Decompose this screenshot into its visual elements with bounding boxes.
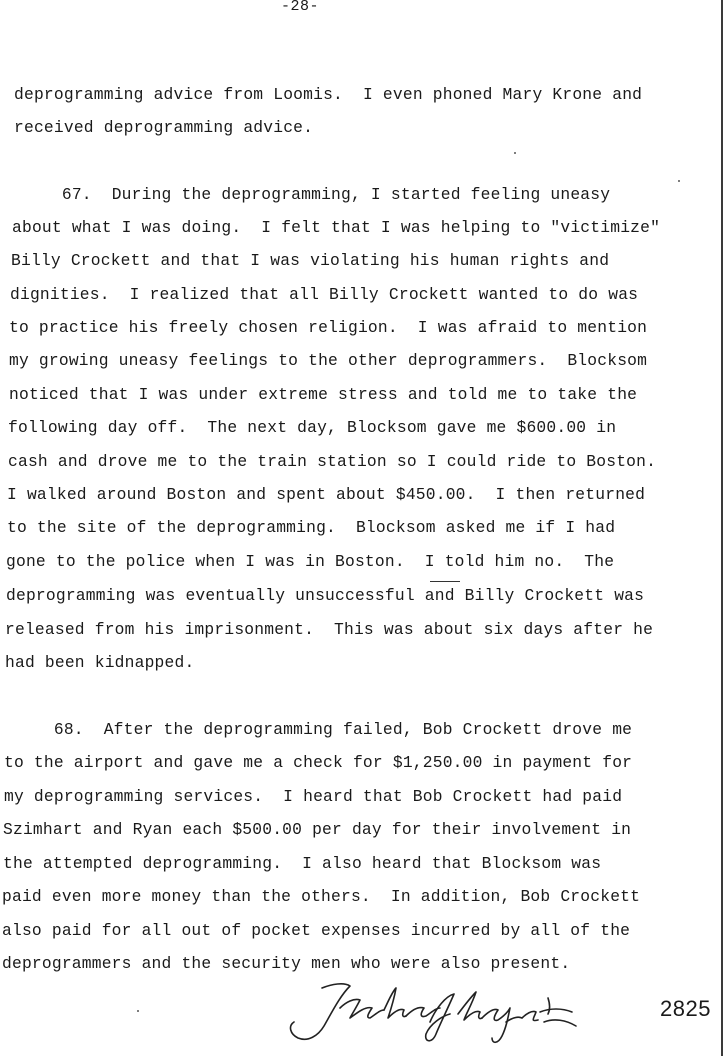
paragraph-67-line: Billy Crockett and that I was violating his human rights and: [11, 251, 610, 270]
paragraph-67-line: 67. During the deprogramming, I started feeling uneasy: [12, 185, 611, 204]
scan-speck: [514, 152, 516, 154]
bates-number: 2825: [660, 996, 711, 1021]
scan-speck: [137, 1010, 139, 1012]
paragraph-67-line: had been kidnapped.: [5, 653, 195, 672]
paragraph-67-line: my growing uneasy feelings to the other deprogrammers. Blocksom: [9, 351, 648, 370]
paragraph-68-line: deprogrammers and the security men who were also present.: [2, 954, 571, 973]
paragraph-68-line: also paid for all out of pocket expenses incurred by all of the: [2, 921, 631, 940]
text-line: received deprogramming advice.: [14, 118, 314, 137]
paragraph-67-line: following day off. The next day, Blocksom gave me $600.00 in: [8, 418, 617, 437]
paragraph-67-line: dignities. I realized that all Billy Crockett wanted to do was: [10, 285, 639, 304]
paragraph-67-line: to practice his freely chosen religion. I was afraid to mention: [9, 318, 648, 337]
text-line: deprogramming advice from Loomis. I even phoned Mary Krone and: [14, 85, 643, 104]
paragraph-67-line: noticed that I was under extreme stress and told me to take the: [9, 385, 638, 404]
paragraph-67-line: cash and drove me to the train station so I could ride to Boston.: [8, 452, 657, 471]
scan-mark: [430, 581, 460, 582]
paragraph-67-line: I walked around Boston and spent about $450.00. I then returned: [7, 485, 646, 504]
paragraph-67-line: to the site of the deprogramming. Blocksom asked me if I had: [7, 518, 616, 537]
paragraph-67-line: about what I was doing. I felt that I was helping to "victimize": [12, 218, 661, 237]
paragraph-67-line: released from his imprisonment. This was about six days after he: [5, 620, 654, 639]
paragraph-68-line: the attempted deprogramming. I also heard that Blocksom was: [3, 854, 602, 873]
paragraph-67-line: gone to the police when I was in Boston. I told him no. The: [6, 552, 615, 571]
paragraph-67-line: deprogramming was eventually unsuccessful and Billy Crockett was: [6, 586, 645, 605]
scan-speck: [678, 180, 680, 182]
paragraph-68-line: 68. After the deprogramming failed, Bob Crockett drove me: [4, 720, 633, 739]
paragraph-68-line: Szimhart and Ryan each $500.00 per day for their involvement in: [3, 820, 632, 839]
paragraph-68-line: to the airport and gave me a check for $1,250.00 in payment for: [4, 753, 633, 772]
paragraph-68-line: paid even more money than the others. In addition, Bob Crockett: [2, 887, 641, 906]
page-number: -28-: [280, 0, 319, 15]
page-edge-rule: [721, 0, 723, 1056]
paragraph-68-line: my deprogramming services. I heard that Bob Crockett had paid: [4, 787, 623, 806]
handwritten-signature: [280, 978, 610, 1048]
